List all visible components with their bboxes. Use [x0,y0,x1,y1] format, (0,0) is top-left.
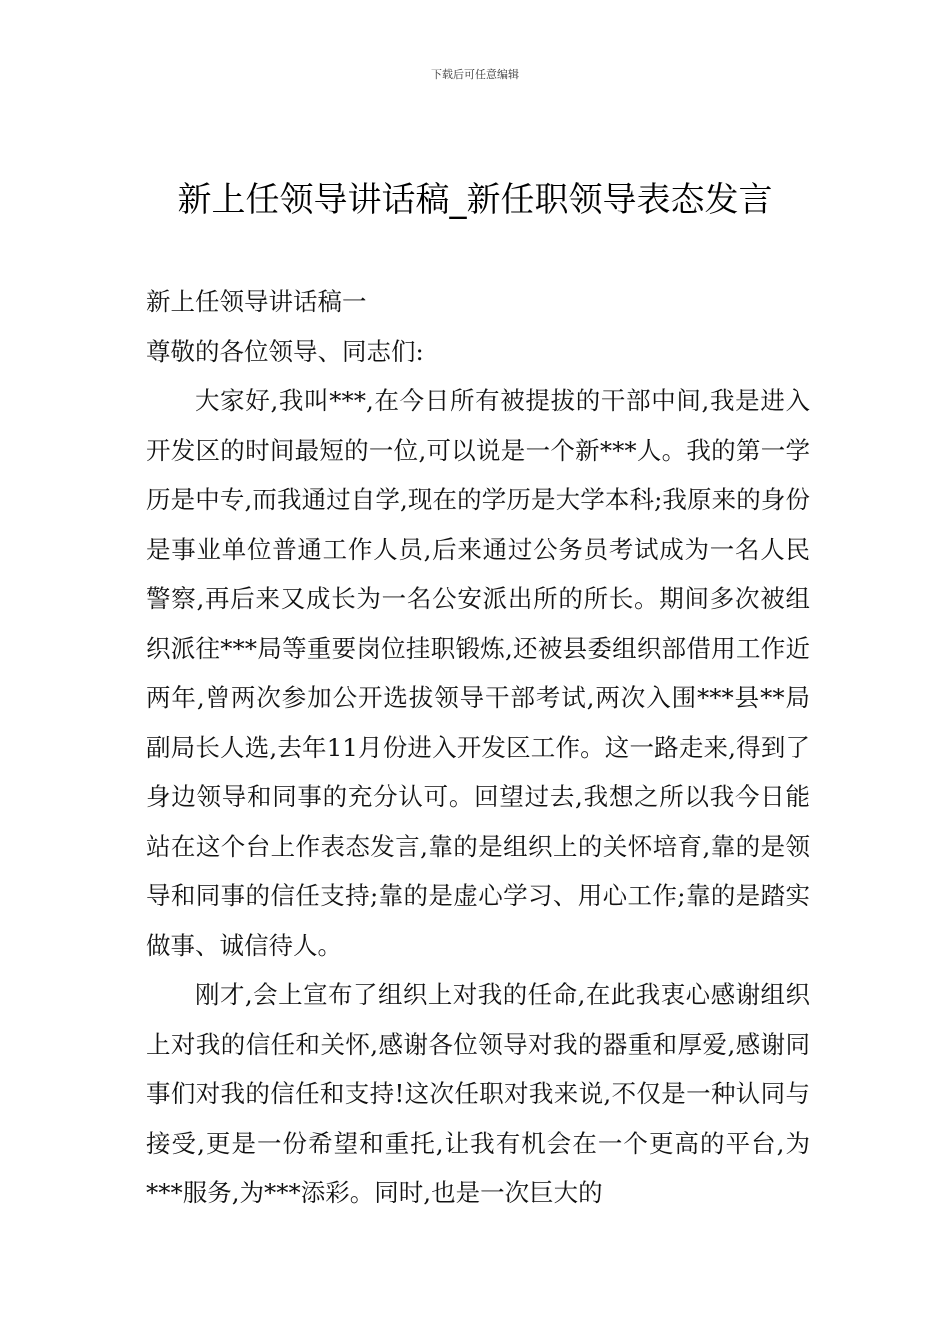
salutation: 尊敬的各位领导、同志们: [146,336,424,366]
document-body [146,277,810,1218]
header-note: 下载后可任意编辑 [431,68,519,81]
document-title: 新上任领导讲话稿_新任职领导表态发言 [177,180,773,220]
paragraph-1: 大家好,我叫***,在今日所有被提拔的干部中间,我是进入开发区的时间最短的一位,可以说是一个新***人。我的第一学历是中专,而我通过自学,现在的学历是大学本科;我原来的身份是事业单位普通工作人员,后来通过公务员考试成为一名人民警察,再后来又成长为一名公安派出所的所长。期间多次被组织派往***局等重要岗位挂职锻炼,还被县委组织部借用工作近两年,曾两次参加公开选拔领导干部考试,两次入围***县**局副局长人选,去年11月份进入开发区工作。这一路走来,得到了身边领导和同事的充分认可。回望过去,我想之所以我今日能站在这个台上作表态发言,靠的是组织上的关怀培育,靠的是领导和同事的信任支持;靠的是虚心学习、用心工作;靠的是踏实做事、诚信待人。 [146,386,810,960]
section-heading: 新上任领导讲话稿一 [146,287,367,316]
paragraph-2: 刚才,会上宣布了组织上对我的任命,在此我衷心感谢组织上对我的信任和关怀,感谢各位领导对我的器重和厚爱,感谢同事们对我的信任和支持!这次任职对我来说,不仅是一种认同与接受,更是一份希望和重托,让我有机会在一个更高的平台,为***服务,为***添彩。同时,也是一次巨大的 [146,980,810,1207]
